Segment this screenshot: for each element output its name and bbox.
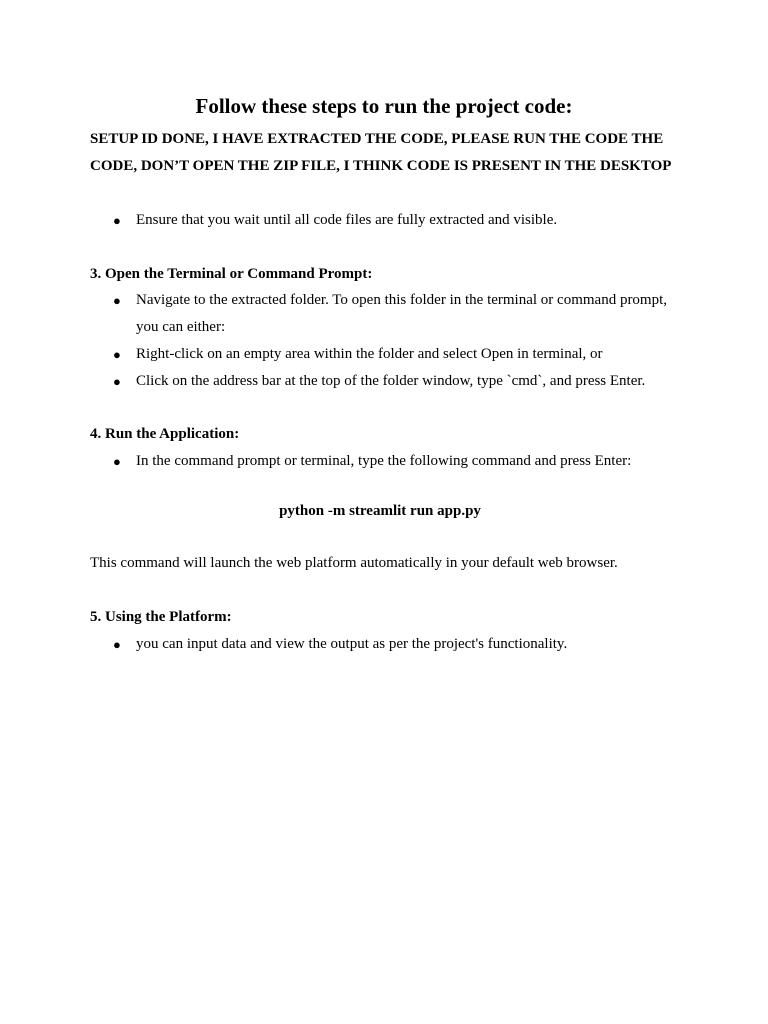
list-item [90, 287, 690, 341]
bullet-icon: ● [113, 213, 121, 228]
bullet-icon: ● [113, 347, 121, 362]
list-item-text: Ensure that you wait until all code files are fully extracted and visible. [136, 212, 558, 228]
launch-note: This command will launch the web platform automatically in your default web browser. [90, 555, 618, 571]
bullet-icon: ● [113, 454, 121, 469]
bullet-icon: ● [113, 374, 121, 389]
run-command: python -m streamlit run app.py [279, 503, 481, 519]
step-3-bullet-list [90, 287, 690, 395]
intro-bullet-list [90, 207, 690, 234]
step-3-heading: 3. Open the Terminal or Command Prompt: [90, 266, 373, 282]
step-5-heading: 5. Using the Platform: [90, 609, 232, 625]
list-item-text: Right-click on an empty area within the folder and select Open in terminal, or [136, 346, 603, 362]
list-item [90, 368, 690, 395]
list-item-text: Navigate to the extracted folder. To open this folder in the terminal or command prompt, you can either: [136, 292, 668, 335]
list-item-text: In the command prompt or terminal, type the following command and press Enter: [136, 453, 632, 469]
list-item [90, 341, 690, 368]
bullet-icon: ● [113, 637, 121, 652]
list-item [90, 448, 690, 475]
list-item [90, 207, 690, 234]
list-item-text: you can input data and view the output as per the project's functionality. [136, 636, 568, 652]
list-item-text: Click on the address bar at the top of the folder window, type `cmd`, and press Enter. [136, 373, 646, 389]
step-5-bullet-list [90, 631, 690, 658]
step-4-heading: 4. Run the Application: [90, 426, 240, 442]
bullet-icon: ● [113, 293, 121, 308]
step-4-bullet-list [90, 448, 690, 475]
setup-notice: SETUP ID DONE, I HAVE EXTRACTED THE CODE, PLEASE RUN THE CODE THE CODE, DON’T OPEN THE ZIP FILE, I THINK CODE IS PRESENT IN THE DESKTOP [90, 131, 672, 174]
list-item [90, 631, 690, 658]
page-title: Follow these steps to run the project code: [195, 94, 573, 118]
